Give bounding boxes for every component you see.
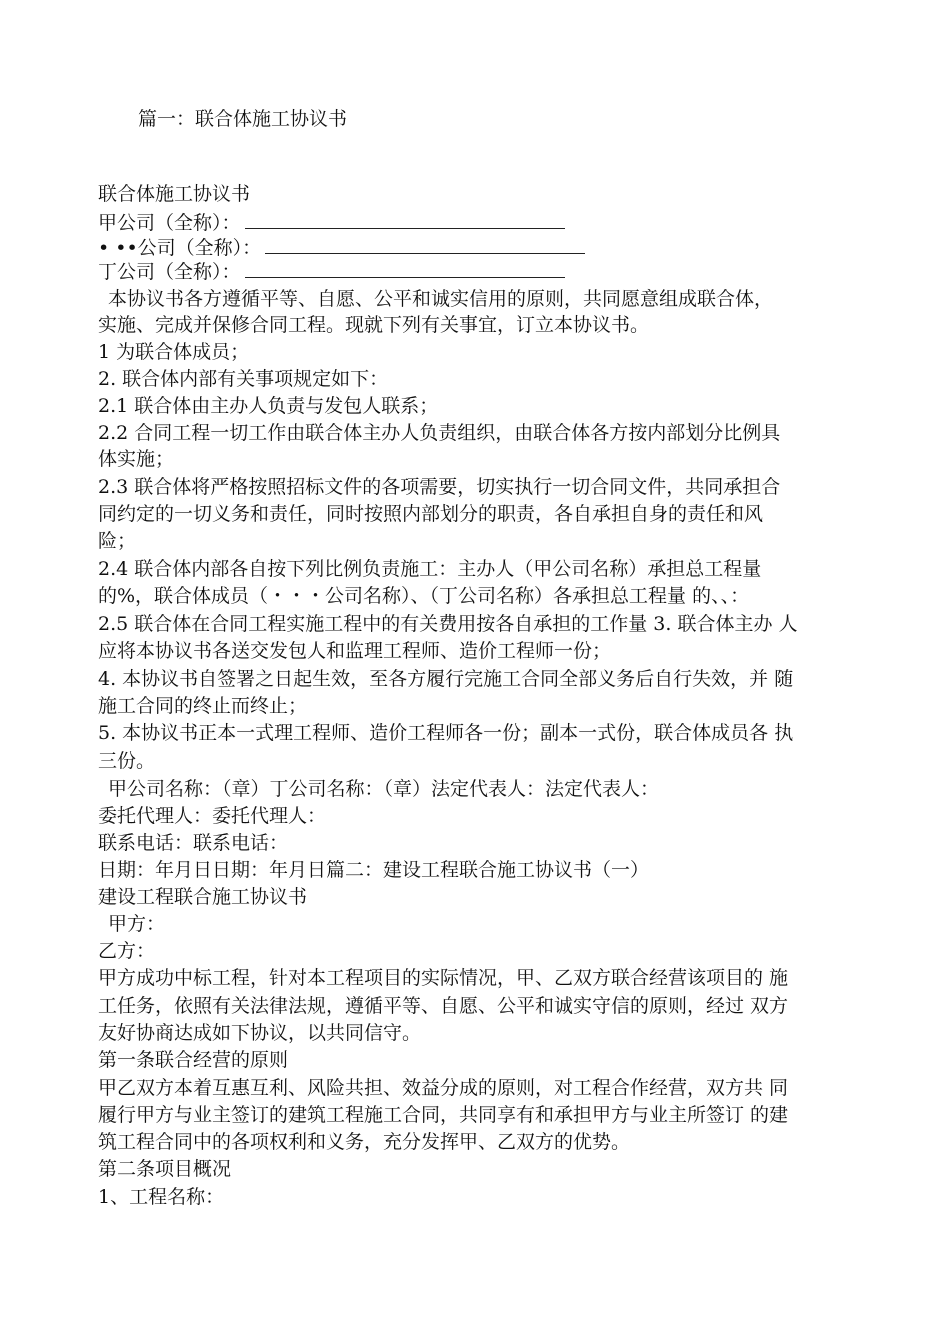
para-2-line-1: 甲方成功中标工程，针对本工程项目的实际情况，甲、乙双方联合经营该项目的 施 — [98, 967, 789, 989]
signature-line-2: 委托代理人：委托代理人： — [98, 805, 327, 827]
party-b-line — [98, 236, 858, 260]
item-2-4-line-2: 的%，联合体成员（・・・公司名称）、（丁公司名称）各承担总工程量 的、、： — [98, 585, 750, 607]
item-2-1: 2.1 联合体由主办人负责与发包人联系； — [98, 395, 439, 417]
para-3-line-1: 甲乙双方本着互惠互利、风险共担、效益分成的原则，对工程合作经营，双方共 同 — [98, 1077, 789, 1099]
item-2-5-line-1: 2.5 联合体在合同工程实施工程中的有关费用按各自承担的工作量 3. 联合体主办 人 — [98, 613, 798, 635]
signature-line-1: 甲公司名称：（章）丁公司名称：（章）法定代表人：法定代表人： — [108, 778, 660, 800]
party-yi: 乙方： — [98, 940, 156, 962]
signature-line-4: 日期：年月日日期：年月日篇二：建设工程联合施工协议书（一） — [98, 859, 650, 881]
para-3-line-2: 履行甲方与业主签订的建筑工程施工合同，共同享有和承担甲方与业主所签订 的建 — [98, 1104, 789, 1126]
item-5-line-2: 三份。 — [98, 750, 156, 772]
party-a-label: 甲公司（全称）： — [98, 212, 241, 234]
party-b-blank — [265, 237, 585, 254]
item-2-2-line-1: 2.2 合同工程一切工作由联合体主办人负责组织，由联合体各方按内部划分比例具 — [98, 422, 781, 444]
project-name-line: 1、工程名称： — [98, 1186, 225, 1208]
para-2-line-2: 工任务，依照有关法律法规，遵循平等、自愿、公平和诚实守信的原则，经过 双方 — [98, 995, 789, 1017]
para-3-line-3: 筑工程合同中的各项权利和义务，充分发挥甲、乙双方的优势。 — [98, 1131, 631, 1153]
intro-line-1: 本协议书各方遵循平等、自愿、公平和诚实信用的原则，共同愿意组成联合体， — [108, 288, 774, 310]
item-2-2-line-2: 体实施； — [98, 448, 175, 470]
chapter-title: 篇一：联合体施工协议书 — [138, 108, 348, 130]
item-2-3-line-3: 险； — [98, 530, 137, 552]
article-1-heading: 第一条联合经营的原则 — [98, 1049, 289, 1071]
party-b-label: • ••公司（全称）： — [98, 237, 262, 259]
item-2: 2. 联合体内部有关事项规定如下： — [98, 368, 389, 390]
item-1: 1 为联合体成员； — [98, 341, 250, 363]
party-d-blank — [245, 261, 565, 278]
item-4-line-1: 4. 本协议书自签署之日起生效，至各方履行完施工合同全部义务后自行失效，并 随 — [98, 668, 794, 690]
party-d-label: 丁公司（全称）： — [98, 261, 241, 283]
item-2-4-line-1: 2.4 联合体内部各自按下列比例负责施工：主办人（甲公司名称）承担总工程量 — [98, 558, 762, 580]
agreement-title: 联合体施工协议书 — [98, 183, 251, 205]
article-2-heading: 第二条项目概况 — [98, 1158, 232, 1180]
signature-line-3: 联系电话：联系电话： — [98, 832, 289, 854]
item-4-line-2: 施工合同的终止而终止； — [98, 695, 308, 717]
second-agreement-title: 建设工程联合施工协议书 — [98, 886, 308, 908]
party-d-line — [98, 260, 858, 284]
party-a-line — [98, 211, 858, 235]
party-jia: 甲方： — [108, 913, 166, 935]
intro-line-2: 实施、完成并保修合同工程。现就下列有关事宜，订立本协议书。 — [98, 314, 650, 336]
item-5-line-1: 5. 本协议书正本一式理工程师、造价工程师各一份；副本一式份，联合体成员各 执 — [98, 722, 794, 744]
item-2-5-line-2: 应将本协议书各送交发包人和监理工程师、造价工程师一份； — [98, 640, 612, 662]
item-2-3-line-1: 2.3 联合体将严格按照招标文件的各项需要，切实执行一切合同文件，共同承担合 — [98, 476, 781, 498]
para-2-line-3: 友好协商达成如下协议，以共同信守。 — [98, 1022, 422, 1044]
party-a-blank — [245, 212, 565, 229]
item-2-3-line-2: 同约定的一切义务和责任，同时按照内部划分的职责，各自承担自身的责任和风 — [98, 503, 764, 525]
